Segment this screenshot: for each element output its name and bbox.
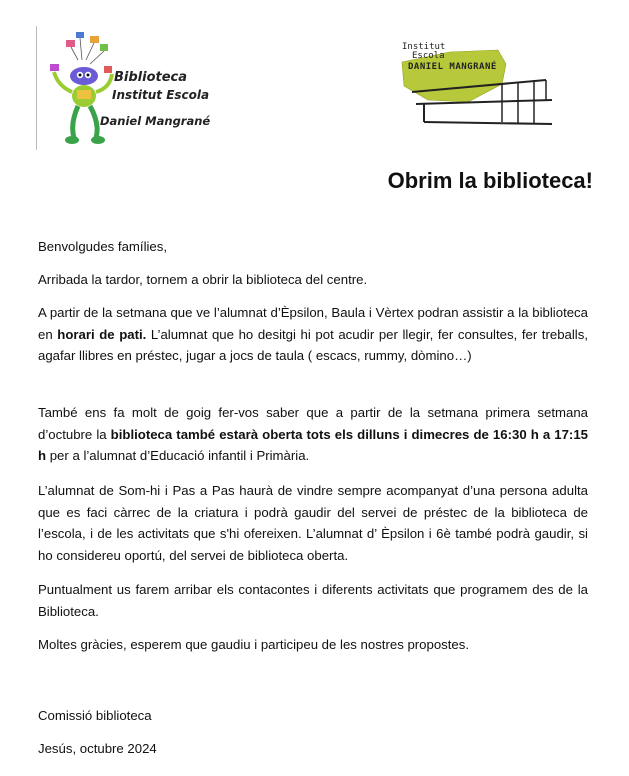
logo-divider: [36, 26, 37, 150]
paragraph-text: També ens fa molt de goig fer-vos saber que a partir de la setmana primera setmana d’octubre la: [38, 405, 588, 442]
paragraph-text: A partir de la setmana que ve l’alumnat d’Èpsilon, Baula i Vèrtex podran assistir a la biblioteca en: [38, 305, 588, 342]
intro-paragraph: Arribada la tardor, tornem a obrir la biblioteca del centre.: [38, 272, 368, 287]
school-logo-escola: Escola: [412, 51, 445, 61]
bold-text: biblioteca també estarà oberta tots els dilluns i dimecres de 16:30 h a 17:15 h: [38, 426, 588, 463]
paragraph-schedule-recess: [38, 302, 588, 367]
bold-text: horari de pati.: [57, 326, 147, 342]
paragraph-accompaniment: L’alumnat de Som-hi i Pas a Pas haurà de vindre sempre acompanyat d’una persona adulta que es faci càrrec de la criatura i podrà gaudir del servei de préstec de la biblioteca de l’escola, i de les activitats que s'hi ofereixen. L’alumnat d’ Èpsilon i 6è també podrà gaudir, si ho considereu oportú, del servei de biblioteca oberta.: [38, 483, 588, 563]
school-logo-name: DANIEL MANGRANÉ: [408, 62, 497, 72]
greeting: Benvolgudes famílies,: [38, 239, 168, 254]
logo-text-biblioteca: Biblioteca: [114, 70, 188, 85]
school-logo-institut: Institut: [402, 42, 446, 52]
logo-text-institut: Institut Escola: [112, 88, 210, 102]
paragraph-text: L’alumnat que ho desitgi hi pot acudir per llegir, fer consultes, fer treballs, agafar llibres en préstec, jugar a jocs de taula ( escacs, rummy, dòmino…): [38, 326, 588, 363]
mascot-icon: [40, 26, 120, 154]
library-logo: [36, 26, 226, 156]
signature: Comissió biblioteca: [38, 708, 152, 723]
paragraph-text: per a l’alumnat d’Educació infantil i Primària.: [46, 448, 310, 463]
paragraph-activities: Puntualment us farem arribar els contacontes i diferents activitats que programem des de la Biblioteca.: [38, 582, 588, 619]
school-logo: [398, 40, 556, 132]
paragraph-thanks: Moltes gràcies, esperem que gaudiu i participeu de les nostres propostes.: [38, 637, 470, 652]
date-line: Jesús, octubre 2024: [38, 741, 157, 756]
paragraph-schedule-afternoon: [38, 402, 588, 467]
page-title: Obrim la biblioteca!: [387, 168, 593, 193]
logo-text-school-name: Daniel Mangrané: [100, 114, 211, 128]
